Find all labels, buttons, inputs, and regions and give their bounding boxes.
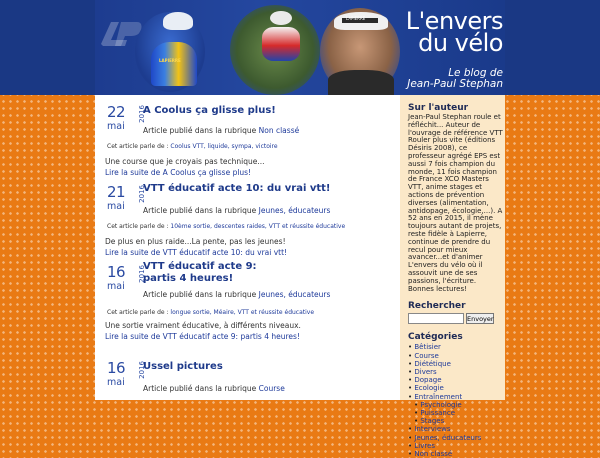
- post-title-link[interactable]: Ussel pictures: [143, 361, 223, 372]
- categories-heading: Catégories: [408, 332, 463, 343]
- site-header: [95, 0, 505, 95]
- search-heading: Rechercher: [408, 301, 466, 312]
- category-item: [408, 343, 503, 351]
- post-excerpt: Une sortie vraiment éducative, à différents niveaux.: [105, 321, 301, 330]
- post-meta: [143, 206, 330, 215]
- jersey-brand: LAPIERRE: [159, 58, 181, 63]
- category-link[interactable]: Non classé: [414, 449, 453, 458]
- post: [95, 255, 400, 347]
- post-meta: [143, 290, 330, 299]
- category-link[interactable]: Dopage: [414, 376, 442, 385]
- search-form: [408, 313, 503, 324]
- site-subtitle-line2: Jean-Paul Stephan: [407, 78, 503, 90]
- read-more-link[interactable]: Lire la suite de VTT éducatif acte 10: du vrai vtt!: [105, 248, 288, 257]
- category-link[interactable]: Livres: [414, 441, 436, 450]
- post-meta: [143, 126, 299, 135]
- post-title-link[interactable]: VTT éducatif acte 9: partis 4 heures!: [143, 261, 257, 284]
- category-item: [408, 360, 503, 368]
- category-item: [408, 450, 503, 458]
- category-item: [408, 368, 503, 376]
- post-category-link[interactable]: Jeunes, éducateurs: [258, 290, 331, 299]
- post-meta-prefix: Article publié dans la rubrique: [143, 206, 259, 215]
- search-input[interactable]: [408, 313, 464, 324]
- post-date-year: 2016: [138, 361, 146, 379]
- category-link[interactable]: Bêtisier: [414, 343, 441, 352]
- about-heading: Sur l'auteur: [408, 103, 469, 113]
- post-category-link[interactable]: Non classé: [258, 126, 300, 135]
- category-item: [408, 442, 503, 450]
- category-link[interactable]: Puissance: [420, 408, 456, 417]
- post-meta-prefix: Article publié dans la rubrique: [143, 290, 259, 299]
- main-content: [95, 95, 400, 400]
- post-date: [107, 263, 146, 295]
- post: [95, 347, 400, 427]
- site-subtitle: [365, 68, 503, 90]
- post-tags-links[interactable]: 10ème sortie, descentes raides, VTT et réussite éducative: [170, 223, 346, 230]
- search-submit-button[interactable]: Envoyer: [467, 314, 494, 323]
- post-date-year: 2016: [138, 185, 146, 203]
- header-left-band: [0, 0, 95, 95]
- post-title-link[interactable]: A Coolus ça glisse plus!: [143, 105, 276, 116]
- post-date-year: 2016: [138, 265, 146, 283]
- site-title[interactable]: [375, 7, 503, 57]
- post-date-month: mai: [107, 281, 125, 292]
- category-link[interactable]: Interviews: [414, 425, 451, 434]
- post-date-day: 21: [107, 183, 126, 201]
- post-tags-prefix: Cet article parle de :: [107, 309, 171, 316]
- post-tags-links[interactable]: Coolus VTT, liquide, sympa, victoire: [170, 143, 278, 150]
- sidebar: [400, 95, 505, 458]
- post-tags: [107, 143, 278, 150]
- category-item: [408, 417, 503, 425]
- post-category-link[interactable]: Course: [258, 384, 285, 393]
- post-excerpt: Une course que je croyais pas technique...: [105, 157, 265, 166]
- post-meta: [143, 384, 285, 393]
- post-date: [107, 359, 146, 391]
- post-date-month: mai: [107, 121, 125, 132]
- post-tags-prefix: Cet article parle de :: [107, 223, 171, 230]
- read-more-link[interactable]: Lire la suite de VTT éducatif acte 9: partis 4 heures!: [105, 332, 300, 341]
- category-item: [408, 384, 503, 392]
- rider-photo-2: [230, 5, 320, 95]
- post-date-month: mai: [107, 201, 125, 212]
- category-link[interactable]: Jeunes, éducateurs: [414, 433, 482, 442]
- post-date-day: 22: [107, 103, 126, 121]
- site-title-line1: L'envers: [405, 7, 503, 35]
- category-item: [408, 393, 503, 401]
- post-date-day: 16: [107, 359, 126, 377]
- category-link[interactable]: Psychologie: [420, 400, 462, 409]
- post-date: [107, 183, 146, 215]
- post-title-link[interactable]: VTT éducatif acte 10: du vrai vtt!: [143, 183, 331, 194]
- post-meta-prefix: Article publié dans la rubrique: [143, 384, 259, 393]
- site-subtitle-line1: Le blog de: [448, 67, 503, 79]
- post-category-link[interactable]: Jeunes, éducateurs: [258, 206, 331, 215]
- site-title-line2: du vélo: [418, 29, 503, 57]
- category-link[interactable]: Divers: [414, 367, 437, 376]
- rider-photo-1: [135, 12, 205, 92]
- post-tags-links[interactable]: longue sortie, Méaire, VTT et réussite éducative: [170, 309, 315, 316]
- header-right-band: [505, 0, 600, 95]
- read-more-link[interactable]: Lire la suite de A Coolus ça glisse plus!: [105, 168, 252, 177]
- post-tags-prefix: Cet article parle de :: [107, 143, 171, 150]
- category-link[interactable]: Course: [414, 351, 439, 360]
- category-item: [408, 434, 503, 442]
- post-tags: [107, 309, 314, 316]
- category-item: [408, 409, 503, 417]
- post-date: [107, 103, 146, 135]
- post-date-month: mai: [107, 377, 125, 388]
- category-link[interactable]: Entraînement: [414, 392, 463, 401]
- category-link[interactable]: Stages: [420, 417, 445, 426]
- category-item: [408, 352, 503, 360]
- category-item: [408, 425, 503, 433]
- post-tags: [107, 223, 345, 230]
- categories-list: [408, 343, 503, 458]
- category-link[interactable]: Ecologie: [414, 384, 444, 393]
- about-text: Jean-Paul Stephan roule et réfléchit... Auteur de l'ouvrage de référence VTT Rouler plus vite (éditions Désiris 2008), ce professeur agrégé EPS est aussi 7 fois champion du monde, 11 fois champion de France XCO Masters VTT, anime stages et actions de prévention diverses (alimentation, antidopage, écologie,...). A 52 ans en 2015, il mène toujours autant de projets, reste fidèle à Lapierre, continue de prendre du recul pour mieux avancer...et d'animer L'envers du vélo où il assouvit une de ses passions, l'écriture. Bonnes lectures!: [408, 113, 503, 293]
- category-item: [408, 376, 503, 384]
- post-date-day: 16: [107, 263, 126, 281]
- post-excerpt: De plus en plus raide...La pente, pas les jeunes!: [105, 237, 286, 246]
- post-date-year: 2016: [138, 105, 146, 123]
- post-meta-prefix: Article publié dans la rubrique: [143, 126, 259, 135]
- category-link[interactable]: Diététique: [414, 359, 451, 368]
- cap-brand: LAPIERRE: [346, 16, 366, 21]
- category-item: [408, 401, 503, 409]
- post: [95, 175, 400, 255]
- post: [95, 95, 400, 175]
